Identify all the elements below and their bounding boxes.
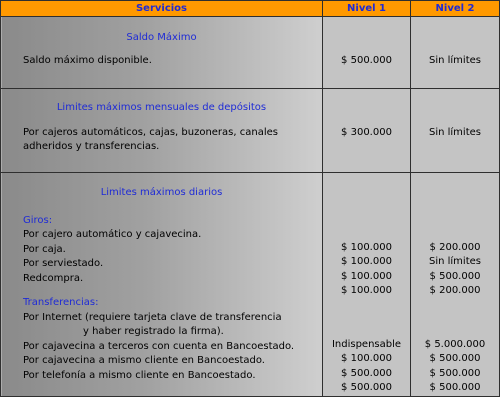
- giro-nivel-2: $ 500.000: [429, 270, 481, 282]
- depositos-nivel-2: Sin límites: [428, 126, 481, 138]
- transfer-nivel-2: $ 500.000: [429, 367, 481, 379]
- header-row: [1, 1, 500, 17]
- depositos-services-cell: [1, 89, 323, 173]
- saldo-nivel-2-cell: [411, 17, 500, 89]
- giro-nivel-1: $ 100.000: [341, 270, 392, 282]
- transfer-nivel-1: $ 500.000: [341, 367, 392, 379]
- saldo-nivel-1-cell: [323, 17, 411, 89]
- depositos-nivel-2-cell: [411, 89, 500, 173]
- giro-nivel-2: $ 200.000: [429, 241, 481, 253]
- transferencias-title: Transferencias:: [23, 297, 99, 308]
- depositos-nivel-1: $ 300.000: [341, 126, 392, 138]
- giro-nivel-1: $ 100.000: [341, 285, 392, 296]
- saldo-nivel-2: Sin límites: [428, 54, 481, 66]
- header-nivel-2: Nivel 2: [411, 1, 500, 17]
- giro-label: Por caja.: [23, 243, 66, 255]
- section-diarios: [1, 173, 500, 397]
- transfer-nivel-2: $ 500.000: [429, 382, 481, 393]
- depositos-line-2: adheridos y transferencias.: [23, 141, 160, 152]
- internet-nivel-2: $ 5.000.000: [424, 338, 486, 350]
- saldo-label: Saldo máximo disponible.: [23, 54, 152, 66]
- transfer-nivel-2: $ 500.000: [429, 353, 481, 364]
- giro-label: Redcompra.: [23, 272, 84, 284]
- giro-nivel-2: $ 200.000: [429, 285, 481, 296]
- depositos-nivel-1-cell: [323, 89, 411, 173]
- giro-nivel-1: $ 100.000: [341, 241, 392, 253]
- diarios-services-cell: [1, 173, 323, 397]
- transfer-nivel-1: $ 500.000: [341, 382, 392, 393]
- transfer-label: Por telefonía a mismo cliente en Bancoestado.: [23, 369, 256, 381]
- saldo-services-cell: [1, 17, 323, 89]
- internet-nivel-1: Indispensable: [331, 338, 402, 350]
- giro-label: Por serviestado.: [23, 258, 104, 269]
- saldo-title: Saldo Máximo: [126, 32, 197, 43]
- internet-line-1: Por Internet (requiere tarjeta clave de transferencia: [23, 311, 282, 323]
- transfer-label: Por cajavecina a mismo cliente en Bancoestado.: [23, 355, 265, 366]
- giros-title: Giros:: [23, 214, 53, 226]
- header-servicios: Servicios: [1, 1, 323, 17]
- giro-nivel-2: Sin límites: [428, 256, 481, 267]
- depositos-title: Limites máximos mensuales de depósitos: [56, 102, 267, 113]
- internet-line-2: y haber registrado la firma).: [83, 326, 224, 337]
- diarios-title: Limites máximos diarios: [100, 187, 223, 198]
- section-saldo: [1, 17, 500, 89]
- section-depositos: [1, 89, 500, 173]
- saldo-nivel-1: $ 500.000: [341, 54, 392, 66]
- depositos-line-1: Por cajeros automáticos, cajas, buzoneras, canales: [23, 126, 278, 138]
- header-nivel-1: Nivel 1: [323, 1, 411, 17]
- transfer-label: Por cajavecina a terceros con cuenta en Bancoestado.: [23, 340, 295, 352]
- transfer-nivel-1: $ 100.000: [341, 353, 392, 364]
- giro-label: Por cajero automático y cajavecina.: [23, 229, 202, 240]
- diarios-nivel-2-cell: [411, 173, 500, 397]
- giro-nivel-1: $ 100.000: [341, 256, 392, 267]
- diarios-nivel-1-cell: [323, 173, 411, 397]
